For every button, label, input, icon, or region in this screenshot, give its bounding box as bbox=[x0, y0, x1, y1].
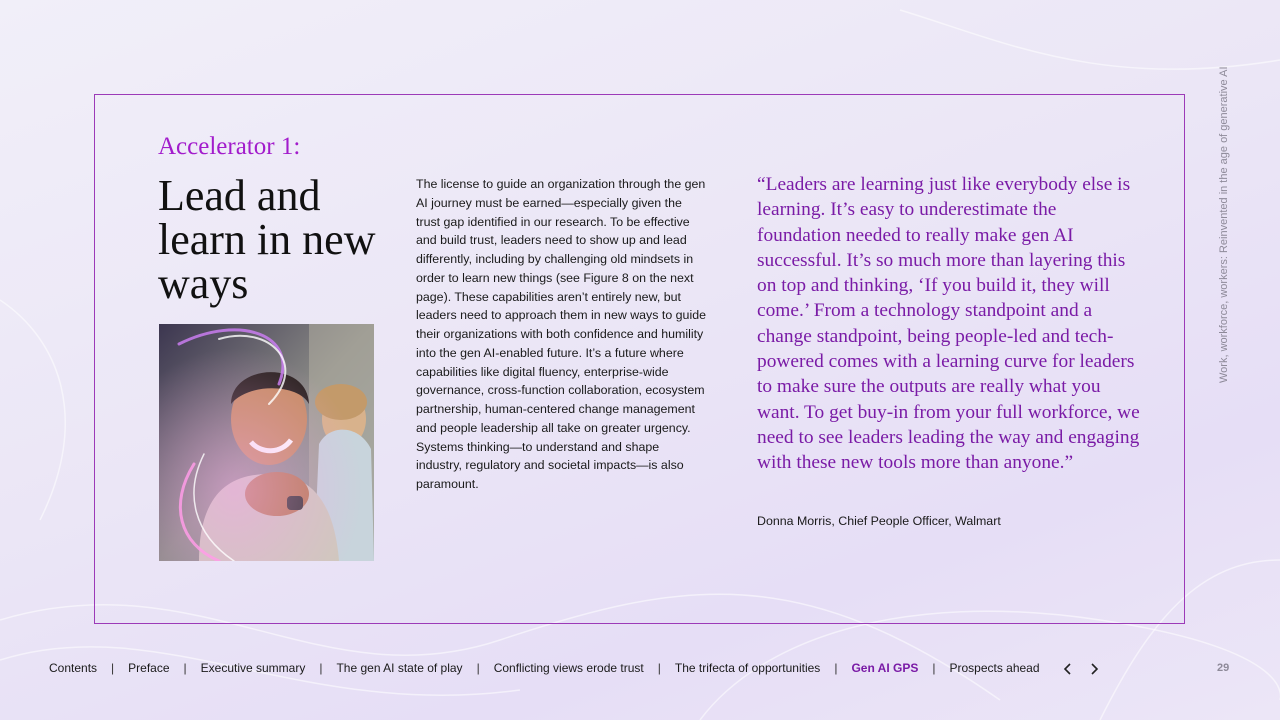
report-side-title: Work, workforce, workers: Reinvented in the age of generative AI bbox=[1218, 66, 1230, 383]
nav-gen-ai-state-of-play[interactable]: The gen AI state of play bbox=[336, 661, 463, 675]
section-heading: Lead and learn in new ways bbox=[158, 171, 376, 308]
chevron-left-icon bbox=[1063, 662, 1073, 676]
previous-page-button[interactable] bbox=[1060, 660, 1076, 678]
nav-separator: | bbox=[476, 661, 480, 675]
nav-executive-summary[interactable]: Executive summary bbox=[200, 661, 306, 675]
page-number: 29 bbox=[1217, 662, 1230, 674]
nav-prospects-ahead[interactable]: Prospects ahead bbox=[949, 661, 1040, 675]
nav-gen-ai-gps[interactable]: Gen AI GPS bbox=[851, 661, 919, 675]
nav-separator: | bbox=[183, 661, 187, 675]
nav-separator: | bbox=[319, 661, 323, 675]
body-paragraph: The license to guide an organization through the gen AI journey must be earned—especially given the trust gap identified in our research. To be effective and build trust, leaders need to show up and lead differently, including by challenging old mindsets in order to learn new things (see Figure 8 on the next page). These capabilities aren’t entirely new, but leaders need to approach them in new ways to guide their organizations with both confidence and humility into the gen AI-enabled future. It’s a future where capabilities like digital fluency, enterprise-wide governance, cross-function collaboration, ecosystem partnership, human-centered change management and people leadership all take on greater urgency. Systems thinking—to understand and shape industry, regulatory and societal impacts—is also paramount. bbox=[416, 177, 706, 491]
next-page-button[interactable] bbox=[1086, 660, 1102, 678]
nav-separator: | bbox=[932, 661, 936, 675]
chevron-right-icon bbox=[1089, 662, 1099, 676]
nav-trifecta-of-opportunities[interactable]: The trifecta of opportunities bbox=[674, 661, 821, 675]
nav-conflicting-views[interactable]: Conflicting views erode trust bbox=[493, 661, 644, 675]
nav-separator: | bbox=[111, 661, 115, 675]
nav-preface[interactable]: Preface bbox=[128, 661, 170, 675]
page-arrows bbox=[1060, 660, 1102, 678]
quote-attribution: Donna Morris, Chief People Officer, Walmart bbox=[757, 514, 1001, 528]
nav-contents[interactable]: Contents bbox=[49, 661, 98, 675]
leader-photo bbox=[159, 324, 374, 561]
footer-navigation bbox=[49, 661, 1040, 675]
nav-separator: | bbox=[834, 661, 838, 675]
pull-quote: “Leaders are learning just like everybody else is learning. It’s easy to underestimate the foundation needed to really make gen AI successful. It’s so much more than layering this on top and thinking, ‘If you build it, they will come.’ From a technology standpoint and a change standpoint, being people-led and tech-powered comes with a learning curve for leaders to make sure the outputs are really what you want. To get buy-in from your full workforce, we need to see leaders leading the way and engaging with these new tools more than anyone.” bbox=[757, 174, 1140, 474]
smiling-man-photo-illustration bbox=[159, 324, 374, 561]
accelerator-kicker: Accelerator 1: bbox=[158, 133, 301, 160]
nav-separator: | bbox=[657, 661, 661, 675]
